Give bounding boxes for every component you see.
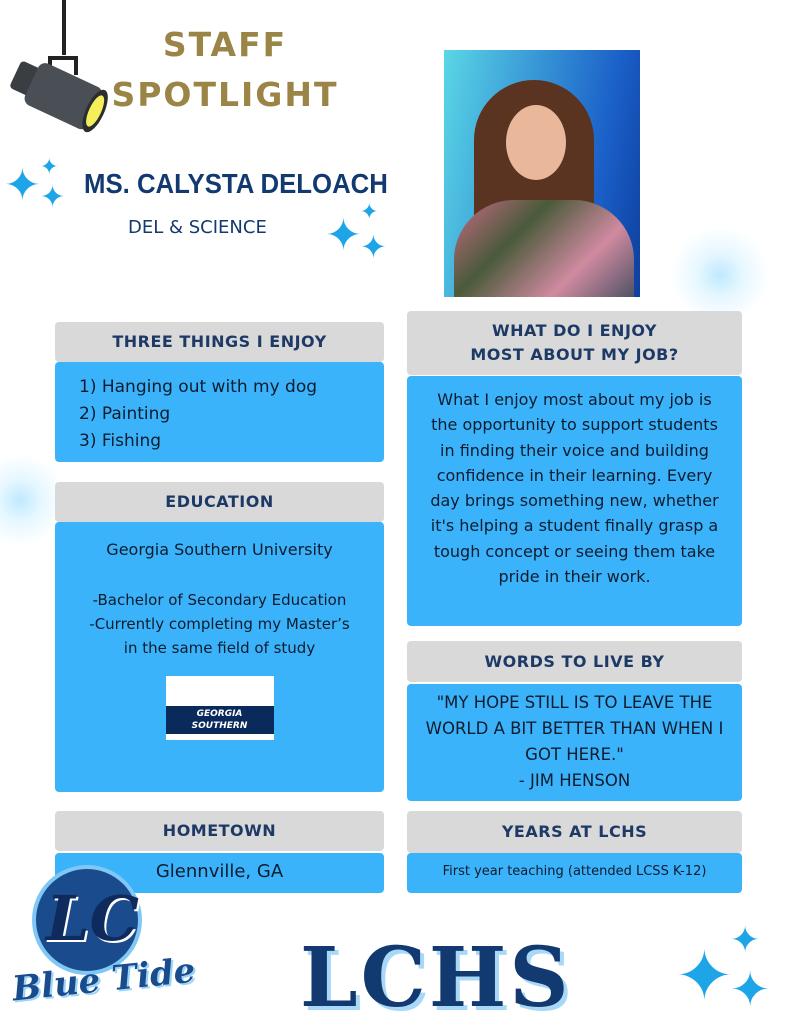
sparkle-icon: ✦ xyxy=(360,200,379,225)
job-heading-line-2: MOST ABOUT MY JOB? xyxy=(470,345,679,364)
hometown-value: Glennville, GA xyxy=(55,853,384,893)
years-value: First year teaching (attended LCSS K-12) xyxy=(407,853,742,893)
words-heading: WORDS TO LIVE BY xyxy=(407,641,742,682)
sparkle-icon: ✦ xyxy=(730,920,761,961)
logo-text: Blue Tide xyxy=(10,950,198,1010)
title-line-1: STAFF xyxy=(162,25,288,64)
quote-author: - JIM HENSON xyxy=(518,771,631,790)
staff-subject: DEL & SCIENCE xyxy=(128,217,267,238)
sparkle-icon: ✦ xyxy=(4,160,41,211)
list-item: 2) Painting xyxy=(79,404,171,424)
logo-letters: LC xyxy=(46,882,139,955)
georgia-southern-logo xyxy=(166,676,274,740)
title-line-2: SPOTLIGHT xyxy=(111,75,339,114)
sparkle-icon: ✦ xyxy=(730,962,771,1018)
spotlight-icon xyxy=(0,0,110,150)
list-item: 3) Fishing xyxy=(79,431,162,451)
logo-text: GEORGIA SOUTHERN xyxy=(166,706,274,734)
job-text: What I enjoy most about my job is the opportunity to support students in finding their voice and building confidence in their learning. Every day brings something new, whether it's helping a student finally grasp a tough concept or seeing them take pride in their work. xyxy=(407,376,742,626)
three-things-heading: THREE THINGS I ENJOY xyxy=(55,322,384,362)
degree-line: -Bachelor of Secondary Education xyxy=(92,591,347,609)
degree-line: in the same field of study xyxy=(123,639,316,657)
blue-tide-logo xyxy=(10,860,200,1020)
three-things-box xyxy=(55,362,384,462)
education-box xyxy=(55,522,384,792)
sparkle-icon: ✦ xyxy=(360,228,387,266)
words-box xyxy=(407,684,742,801)
staff-name: MS. CALYSTA DELOACH xyxy=(84,168,388,199)
sparkle-icon: ✦ xyxy=(40,180,66,215)
sparkle-icon: ✦ xyxy=(325,210,362,261)
years-heading: YEARS AT LCHS xyxy=(407,811,742,853)
sparkle-icon: ✦ xyxy=(40,155,59,180)
degree-line: -Currently completing my Master’s xyxy=(89,615,350,633)
education-heading: EDUCATION xyxy=(55,482,384,522)
school-name-footer: LCHS xyxy=(300,930,572,1026)
hometown-heading: HOMETOWN xyxy=(55,811,384,851)
school-name: Georgia Southern University xyxy=(106,540,333,559)
quote-text: "MY HOPE STILL IS TO LEAVE THE WORLD A BIT BETTER THAN WHEN I GOT HERE." xyxy=(425,693,724,764)
page-title xyxy=(110,20,340,120)
staff-photo xyxy=(444,50,640,297)
job-heading-line-1: WHAT DO I ENJOY xyxy=(491,321,658,340)
glow-sparkle-icon xyxy=(660,230,780,320)
list-item: 1) Hanging out with my dog xyxy=(79,377,318,397)
job-heading xyxy=(407,311,742,375)
sparkle-icon: ✦ xyxy=(675,935,734,1017)
